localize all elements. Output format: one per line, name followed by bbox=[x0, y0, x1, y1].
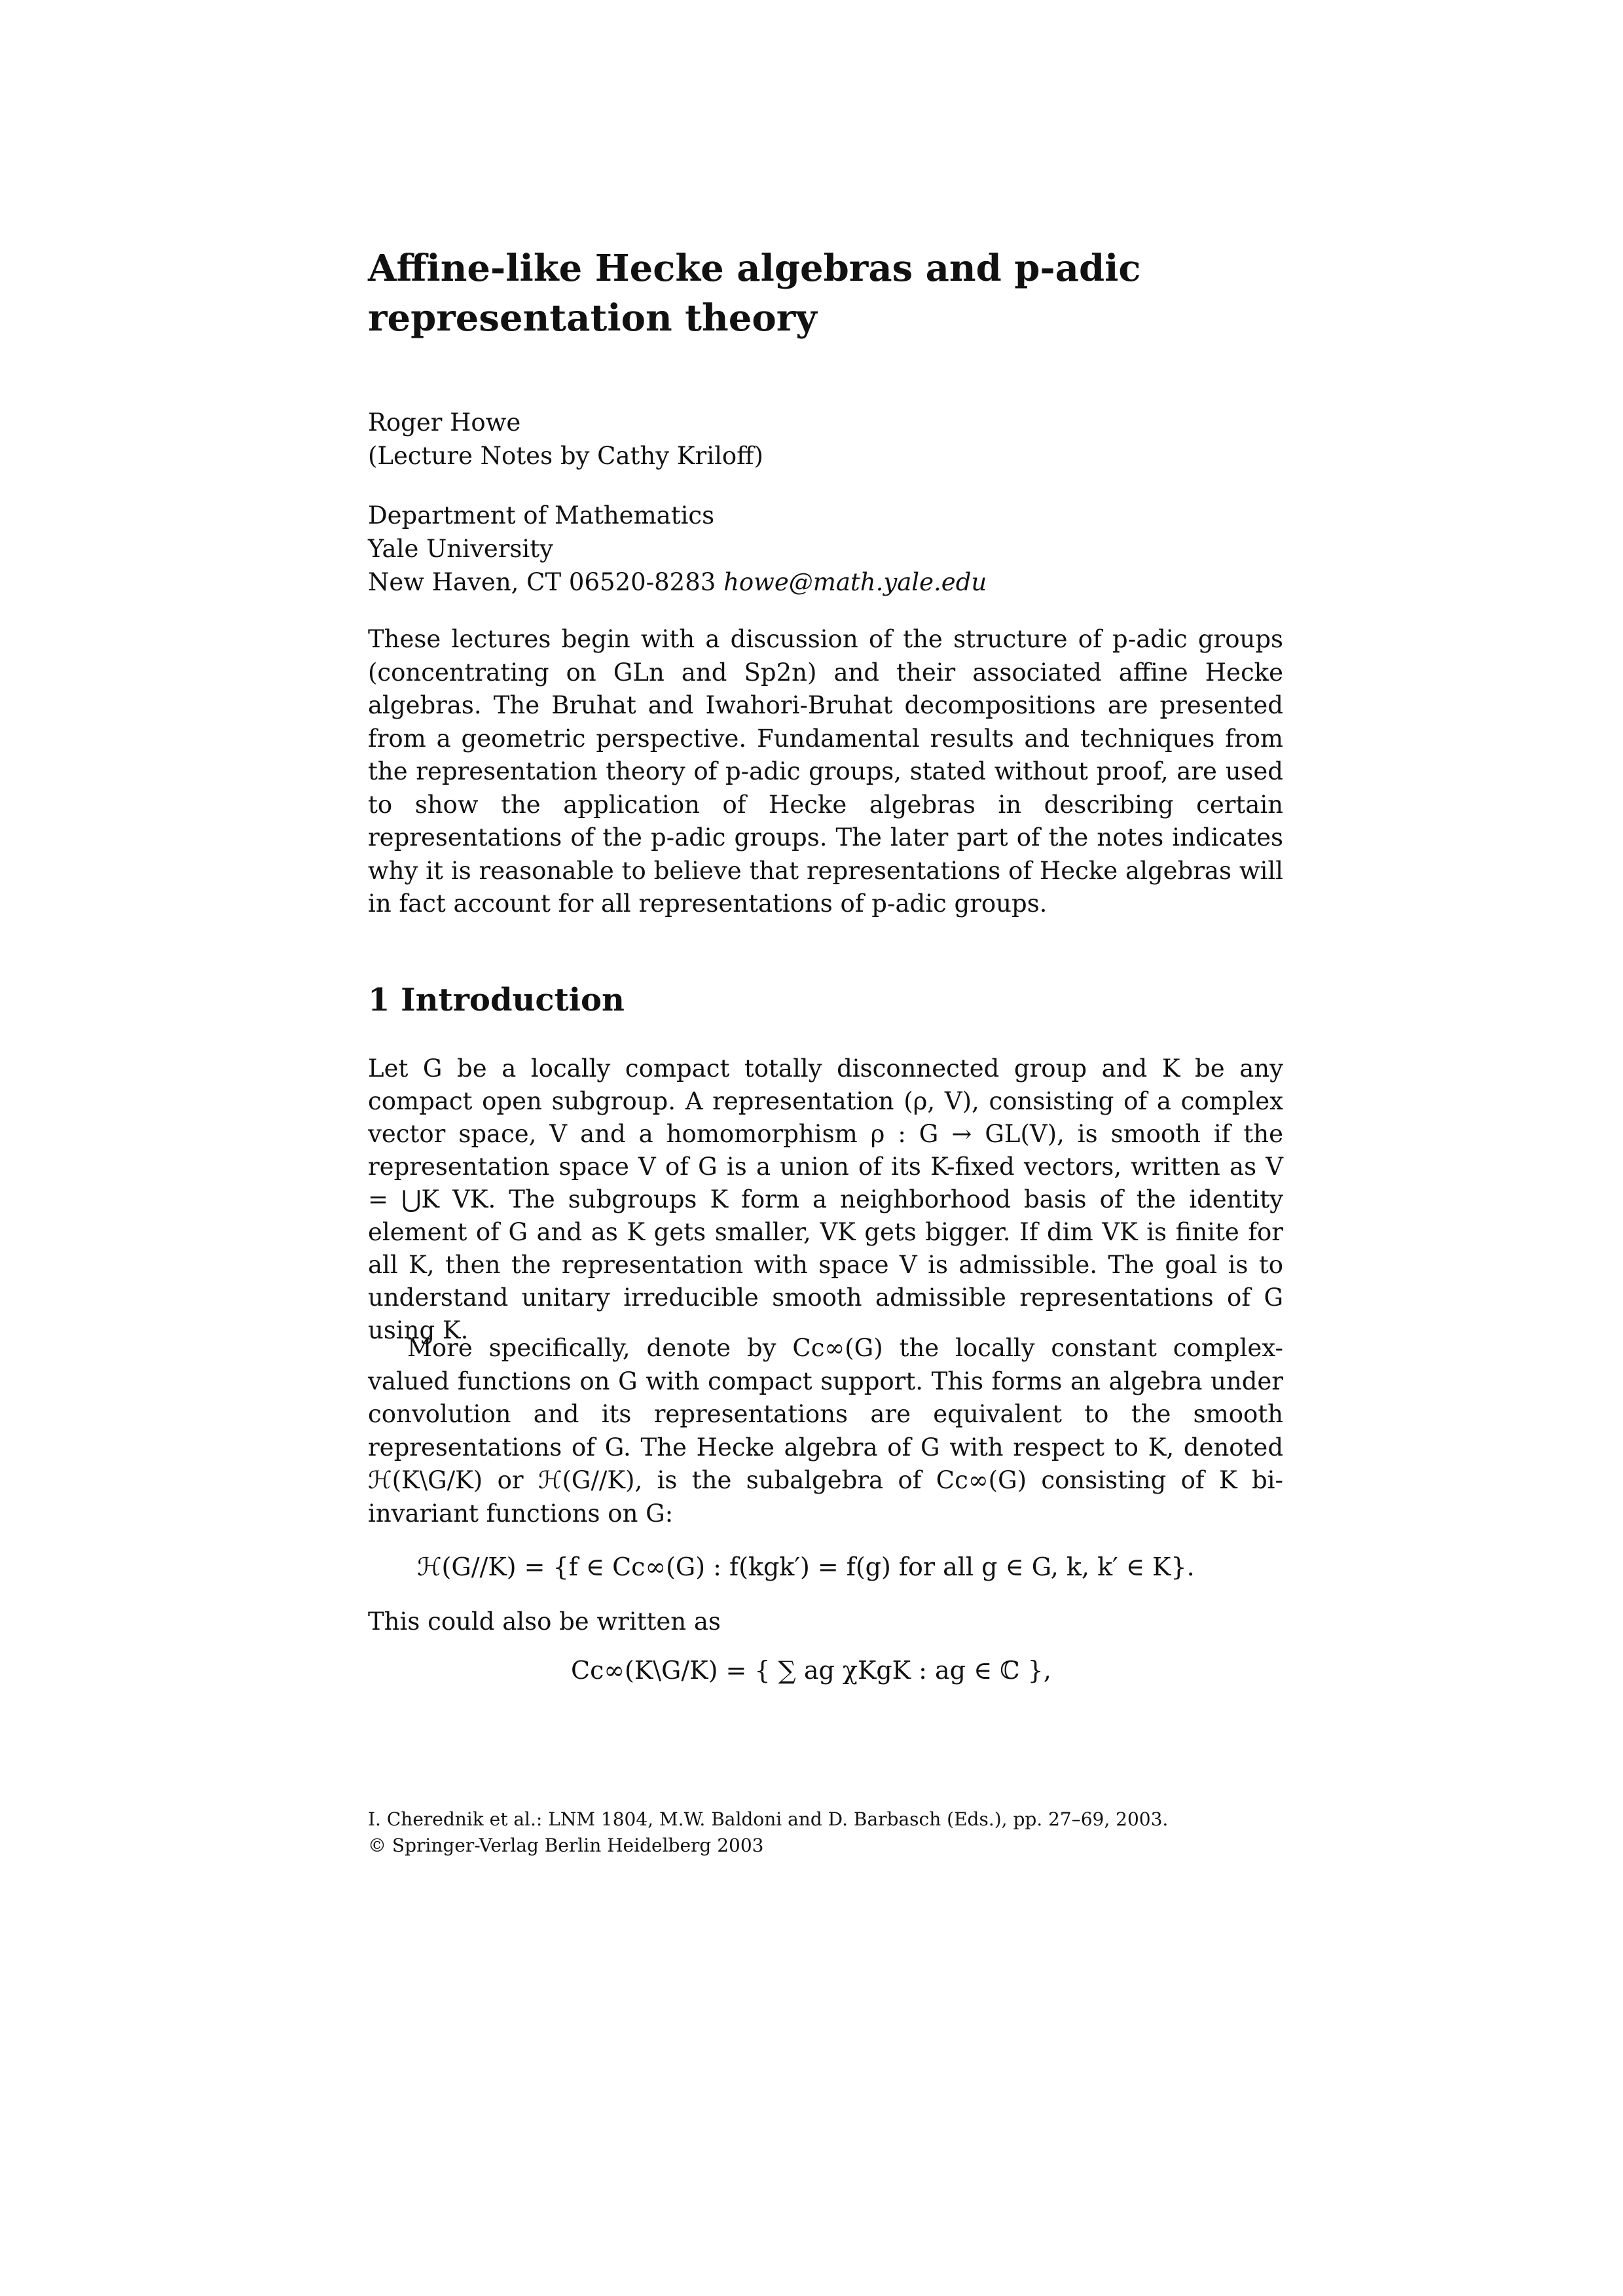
equation-hecke-sum: Cc∞(K\G/K) = { ∑ ag χKgK : ag ∈ ℂ }, bbox=[571, 1656, 1051, 1685]
affiliation-univ: Yale University bbox=[368, 535, 554, 563]
author-name: Roger Howe bbox=[368, 408, 521, 437]
footer-copyright: © Springer-Verlag Berlin Heidelberg 2003 bbox=[368, 1835, 764, 1856]
section-heading: 1 Introduction bbox=[368, 982, 625, 1018]
authors-block bbox=[368, 406, 1283, 473]
intro-paragraph-3: This could also be written as bbox=[368, 1607, 721, 1636]
paper-title bbox=[368, 243, 1283, 343]
intro-paragraph-1: Let G be a locally compact totally disconnected group and K be any compact open subgroup. A representation (ρ, V), consisting of a complex vector space, V and a homomorphism ρ : G → GL(V), is smooth if the representation space V of G is a union of its K-fixed vectors, written as V = ⋃K VK. The subgroups K form a neighborhood basis of the identity element of G and as K gets smaller, VK gets bigger. If dim VK is finite for all K, then the representation with space V is admissible. The goal is to understand unitary irreducible smooth admissible representations of G using K. bbox=[368, 1054, 1283, 1344]
author-email: howe@math.yale.edu bbox=[723, 568, 987, 596]
intro-paragraph-2: More specifically, denote by Cc∞(G) the locally constant complex-valued functions on G with compact support. This forms an algebra under convolution and its representations are equivalent to the smooth representations of G. The Hecke algebra of G with respect to K, denoted ℋ(K\G/K) or ℋ(G//K), is the subalgebra of Cc∞(G) consisting of K bi-invariant functions on G: bbox=[368, 1334, 1283, 1528]
affiliation-block bbox=[368, 499, 1283, 599]
footer-citation: I. Cherednik et al.: LNM 1804, M.W. Baldoni and D. Barbasch (Eds.), pp. 27–69, 2003. bbox=[368, 1808, 1169, 1830]
footer bbox=[368, 1806, 1283, 1859]
affiliation-dept: Department of Mathematics bbox=[368, 501, 715, 529]
author-note: (Lecture Notes by Cathy Kriloff) bbox=[368, 442, 763, 470]
title-line-1: Affine-like Hecke algebras and p-adic bbox=[368, 247, 1141, 290]
affiliation-address: New Haven, CT 06520-8283 bbox=[368, 568, 716, 596]
equation-hecke-algebra: ℋ(G//K) = {f ∈ Cc∞(G) : f(kgk′) = f(g) for all g ∈ G, k, k′ ∈ K}. bbox=[417, 1552, 1195, 1581]
abstract: These lectures begin with a discussion of the structure of p-adic groups (concentrating on GLn and Sp2n) and their associated affine Hecke algebras. The Bruhat and Iwahori-Bruhat decompositions are presented from a geometric perspective. Fundamental results and techniques from the representation theory of p-adic groups, stated without proof, are used to show the application of Hecke algebras in describing certain representations of the p-adic groups. The later part of the notes indicates why it is reasonable to believe that representations of Hecke algebras will in fact account for all representations of p-adic groups. bbox=[368, 625, 1283, 918]
title-line-2: representation theory bbox=[368, 296, 817, 340]
